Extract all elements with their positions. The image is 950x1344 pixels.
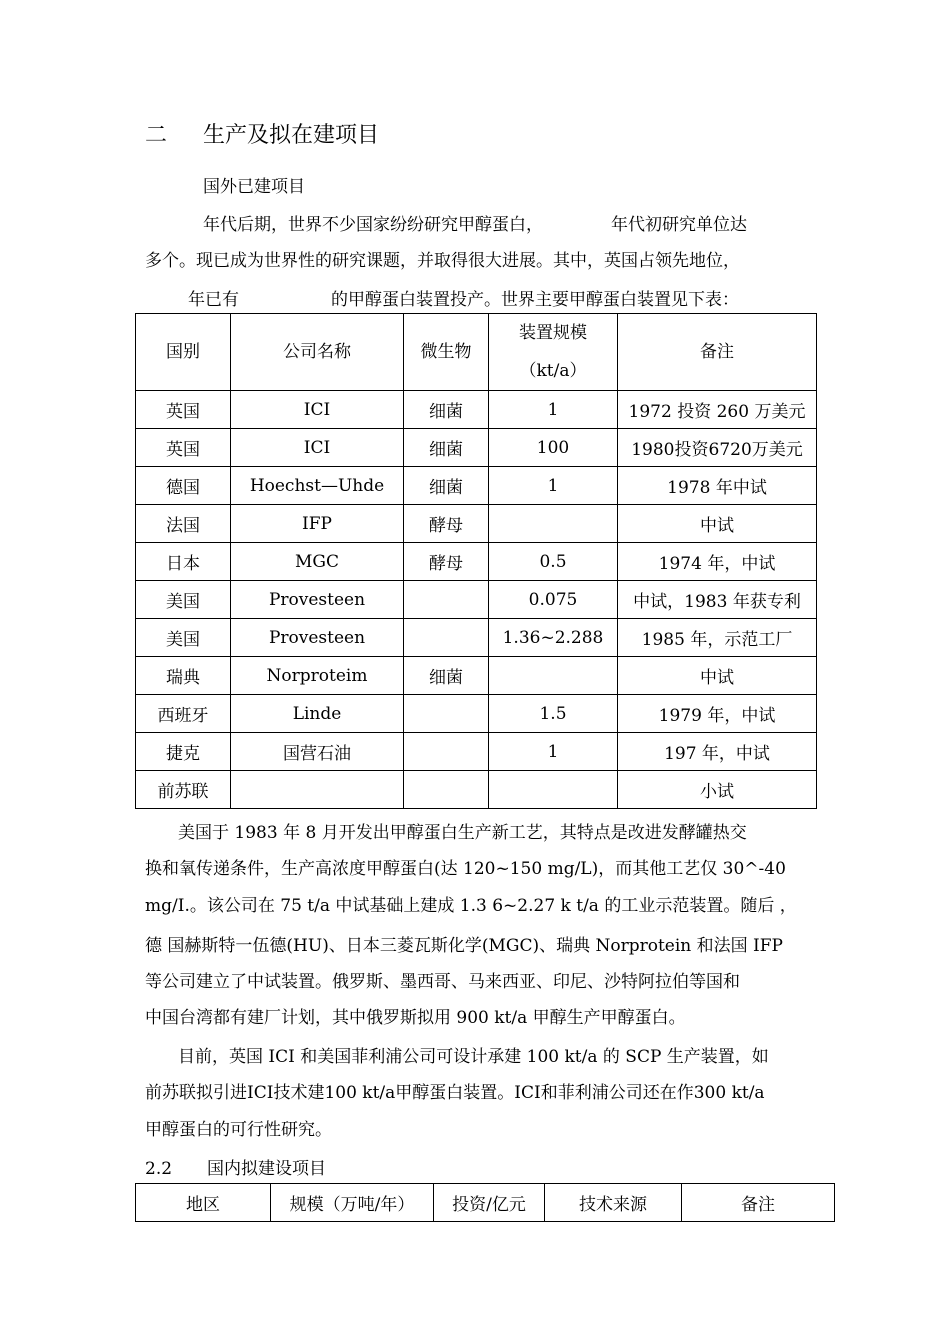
- cell-note: 1978 年中试: [618, 467, 817, 505]
- cell-scale: 1.36~2.288: [489, 619, 618, 657]
- cell-country: 美国: [136, 619, 231, 657]
- header-company: 公司名称: [231, 314, 404, 391]
- cell-note: 1974 年，中试: [618, 543, 817, 581]
- cell-note: 1985 年，示范工厂: [618, 619, 817, 657]
- table-row: [136, 733, 817, 771]
- cell-country: 英国: [136, 429, 231, 467]
- cell-organism: 酵母: [404, 543, 489, 581]
- cell-scale: [489, 505, 618, 543]
- table-row: [136, 467, 817, 505]
- intro-line3a: 年已有: [188, 290, 239, 310]
- cell-organism: 酵母: [404, 505, 489, 543]
- cell-company: [231, 771, 404, 809]
- cell-scale: 1: [489, 391, 618, 429]
- cell-scale: 0.075: [489, 581, 618, 619]
- section-number: 二: [145, 123, 168, 148]
- cell-company: IFP: [231, 505, 404, 543]
- cell-company: ICI: [231, 429, 404, 467]
- para3-line: 目前，英国 ICI 和美国菲利浦公司可设计承建 100 kt/a 的 SCP 生产装置，如: [178, 1047, 769, 1067]
- table-row: [136, 771, 817, 809]
- intro-line2: 多个。现已成为世界性的研究课题，并取得很大进展。其中，英国占领先地位，: [145, 251, 740, 271]
- subheading-foreign: 国外已建项目: [203, 177, 305, 197]
- header-investment: 投资/亿元: [434, 1184, 545, 1222]
- header-region: 地区: [136, 1184, 271, 1222]
- cell-country: 西班牙: [136, 695, 231, 733]
- table-header-row: [136, 1184, 835, 1222]
- cell-note: 中试: [618, 657, 817, 695]
- cell-note: 1979 年，中试: [618, 695, 817, 733]
- header-country: 国别: [136, 314, 231, 391]
- table-row: [136, 505, 817, 543]
- cell-organism: 细菌: [404, 467, 489, 505]
- cell-note: 中试，1983 年获专利: [618, 581, 817, 619]
- cell-company: Linde: [231, 695, 404, 733]
- table-row: [136, 429, 817, 467]
- cell-note: 小试: [618, 771, 817, 809]
- cell-company: MGC: [231, 543, 404, 581]
- para2-line: 等公司建立了中试装置。俄罗斯、墨西哥、马来西亚、印尼、沙特阿拉伯等国和: [145, 972, 740, 992]
- cell-company: Provesteen: [231, 581, 404, 619]
- cell-organism: [404, 771, 489, 809]
- para2-line: mg/I.。该公司在 75 t/a 中试基础上建成 1.3 6~2.27 k t/a 的工业示范装置。随后 ，: [145, 896, 797, 916]
- cell-scale: 100: [489, 429, 618, 467]
- cell-company: Hoechst—Uhde: [231, 467, 404, 505]
- cell-organism: 细菌: [404, 391, 489, 429]
- cell-scale: [489, 657, 618, 695]
- header-note: 备注: [682, 1184, 835, 1222]
- para2-line: 换和氧传递条件，生产高浓度甲醇蛋白(达 120~150 mg/L)，而其他工艺仅 30^-40: [145, 859, 786, 879]
- cell-organism: 细菌: [404, 429, 489, 467]
- cell-country: 前苏联: [136, 771, 231, 809]
- cell-country: 美国: [136, 581, 231, 619]
- table-row: [136, 657, 817, 695]
- cell-country: 瑞典: [136, 657, 231, 695]
- intro-line1b: 年代初研究单位达: [611, 215, 747, 235]
- cell-company: ICI: [231, 391, 404, 429]
- cell-note: 197 年，中试: [618, 733, 817, 771]
- domestic-projects-table: [135, 1183, 835, 1222]
- cell-organism: [404, 619, 489, 657]
- table-row: [136, 581, 817, 619]
- cell-organism: 细菌: [404, 657, 489, 695]
- section-heading: [145, 118, 379, 149]
- intro-line1a: 年代后期，世界不少国家纷纷研究甲醇蛋白，: [203, 215, 543, 235]
- cell-organism: [404, 581, 489, 619]
- section-2-2: [145, 1154, 326, 1179]
- para2-line: 美国于 1983 年 8 月开发出甲醇蛋白生产新工艺，其特点是改进发酵罐热交: [178, 823, 747, 843]
- cell-scale: 0.5: [489, 543, 618, 581]
- para3-line: 前苏联拟引进ICI技术建100 kt/a甲醇蛋白装置。ICI和菲利浦公司还在作300 kt/a: [145, 1083, 765, 1103]
- table-row: [136, 695, 817, 733]
- cell-organism: [404, 733, 489, 771]
- para2-line: 德 国赫斯特一伍德(HU)、日本三菱瓦斯化学(MGC)、瑞典 Norprotein 和法国 IFP: [145, 936, 783, 956]
- cell-country: 日本: [136, 543, 231, 581]
- table-row: [136, 391, 817, 429]
- cell-country: 德国: [136, 467, 231, 505]
- cell-note: 1972 投资 260 万美元: [618, 391, 817, 429]
- cell-company: Norproteim: [231, 657, 404, 695]
- section-2-2-number: 2.2: [145, 1159, 173, 1179]
- header-scale-line2: （kt/a）: [519, 361, 587, 381]
- cell-scale: 1: [489, 733, 618, 771]
- cell-country: 英国: [136, 391, 231, 429]
- cell-company: Provesteen: [231, 619, 404, 657]
- header-scale-line1: 装置规模: [519, 323, 587, 343]
- table-header-row: [136, 314, 817, 391]
- world-plants-table: [135, 313, 817, 809]
- header-tech-source: 技术来源: [545, 1184, 682, 1222]
- para2-line: 中国台湾都有建厂计划，其中俄罗斯拟用 900 kt/a 甲醇生产甲醇蛋白。: [145, 1008, 686, 1028]
- para3-line: 甲醇蛋白的可行性研究。: [145, 1120, 332, 1140]
- table-row: [136, 619, 817, 657]
- cell-organism: [404, 695, 489, 733]
- cell-note: 中试: [618, 505, 817, 543]
- cell-note: 1980投资6720万美元: [618, 429, 817, 467]
- header-organism: 微生物: [404, 314, 489, 391]
- intro-line3b: 的甲醇蛋白装置投产。世界主要甲醇蛋白装置见下表：: [331, 290, 739, 310]
- section-2-2-title: 国内拟建设项目: [207, 1159, 326, 1179]
- section-title: 生产及拟在建项目: [203, 123, 380, 148]
- table-row: [136, 543, 817, 581]
- cell-scale: 1: [489, 467, 618, 505]
- cell-company: 国营石油: [231, 733, 404, 771]
- cell-country: 法国: [136, 505, 231, 543]
- header-note: 备注: [618, 314, 817, 391]
- cell-scale: [489, 771, 618, 809]
- cell-scale: 1.5: [489, 695, 618, 733]
- header-scale: [489, 314, 618, 391]
- header-scale: 规模（万吨/年）: [271, 1184, 434, 1222]
- cell-country: 捷克: [136, 733, 231, 771]
